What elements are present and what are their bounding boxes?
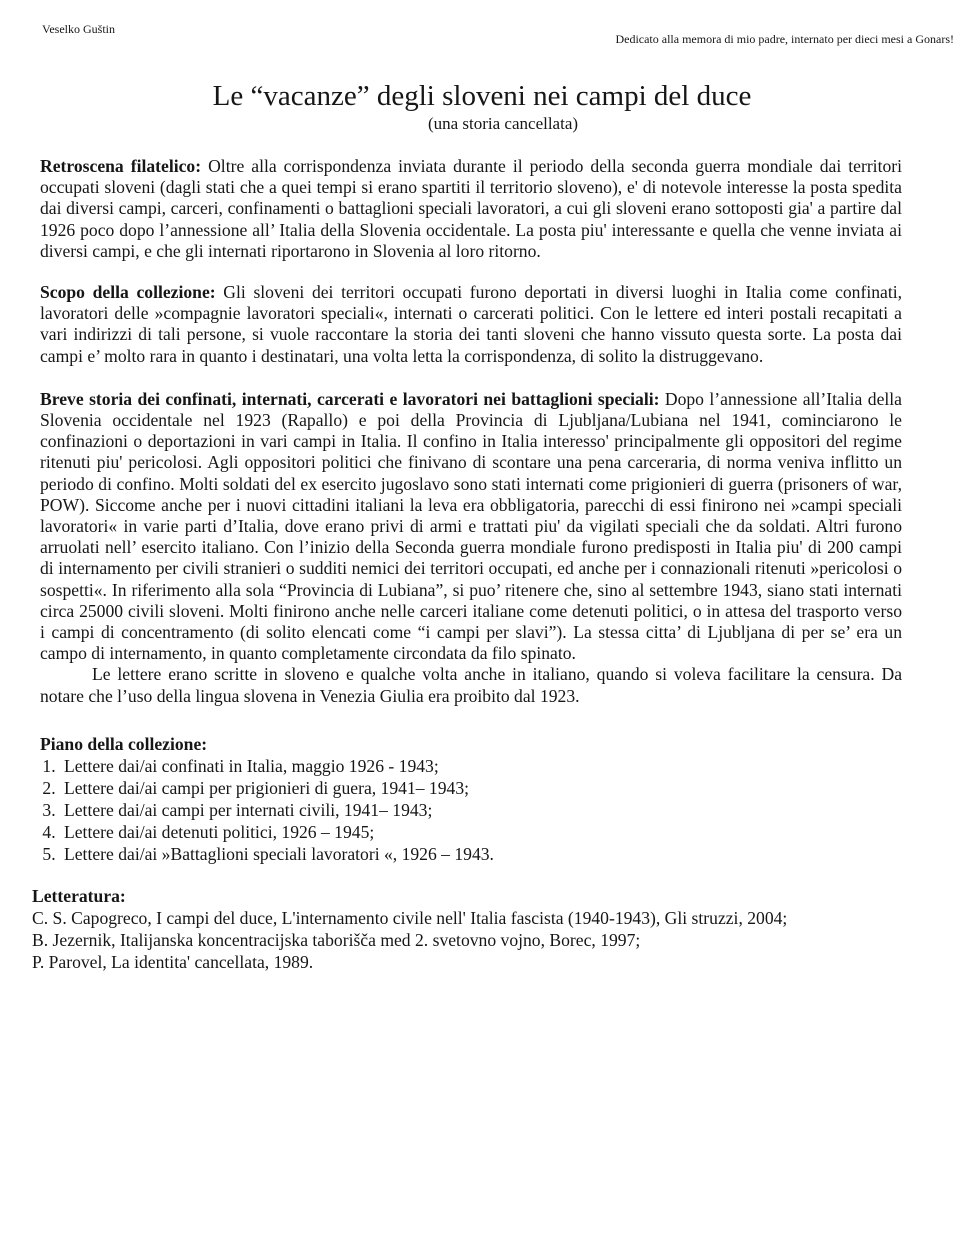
- dedication-note: Dedicato alla memora di mio padre, internato per dieci mesi a Gonars!: [615, 32, 954, 46]
- section-paragraph: [40, 389, 902, 665]
- section-retroscena: [40, 156, 902, 262]
- list-item: 5. Lettere dai/ai »Battaglioni speciali lavoratori «, 1926 – 1943.: [60, 843, 902, 865]
- list-item: 3. Lettere dai/ai campi per internati civili, 1941– 1943;: [60, 799, 902, 821]
- list-item: 4. Lettere dai/ai detenuti politici, 1926 – 1945;: [60, 821, 902, 843]
- page-header: [40, 0, 954, 46]
- section-scopo: [40, 282, 902, 367]
- document-title: Le “vacanze” degli sloveni nei campi del duce: [212, 80, 752, 112]
- section-text: Gli sloveni dei territori occupati furono deportati in diversi luoghi in Italia come confinati, lavoratori delle »compagnie lavoratori speciali«, internati o carcerati politici. Con le lettere ed interi postali recapitati a vari indirizzi di tali persone, si vuole raccontare la storia dei tanti sloveni che hanno vissuto questa sorte. La posta dai campi e’ molto rara in quanto i destinatari, una volta letta la corrispondenza, di solito la distruggevano.: [40, 282, 902, 366]
- literature-heading: Letteratura:: [32, 885, 126, 906]
- literature-section: [32, 885, 902, 973]
- section-text: Oltre alla corrispondenza inviata durante il periodo della seconda guerra mondiale dai territori occupati sloveni (dagli stati che a quei tempi si erano spartiti il territorio sloveno), e' di notevole interesse la posta spedita dai diversi campi, carceri, confinamenti o battaglioni speciali lavoratori, a cui gli sloveni erano sottoposti gia' a partire dal 1926 poco dopo l’annessione all’ Italia della Slovenia occidentale. La posta piu' interessante e quella che venne inviata ai diversi campi, e che gli internati riportarono in Slovenia al loro ritorno.: [40, 156, 903, 261]
- literature-ref: C. S. Capogreco, I campi del duce, L'internamento civile nell' Italia fascista (1940-1943), Gli struzzi, 2004;: [32, 907, 788, 928]
- section-paragraph-2: Le lettere erano scritte in sloveno e qualche volta anche in italiano, quando si voleva facilitare la censura. Da notare che l’uso della lingua slovena in Venezia Giulia era proibito dal 1923.: [40, 664, 902, 706]
- collection-plan: [40, 733, 902, 865]
- author-name: Veselko Guštin: [42, 22, 115, 36]
- literature-ref: P. Parovel, La identita' cancellata, 1989.: [32, 951, 314, 972]
- plan-list: [40, 755, 902, 865]
- literature-ref: B. Jezernik, Italijanska koncentracijska taborišča med 2. svetovno vojno, Borec, 1997;: [32, 929, 641, 950]
- section-text: Dopo l’annessione all’Italia della Slovenia occidentale nel 1923 (Rapallo) e poi della Provincia di Ljubljana/Lubiana nel 1941, cominciarono le confinazioni o deportazioni in vari campi in Italia. Il confino in Italia interesso' principalmente gli oppositori del regime ritenuti piu' pericolosi. Agli oppositori politici che finivano di scontare una pena carceraria, di norma veniva inflitto un periodo di confino. Molti soldati del ex esercito jugoslavo sono stati internati come prigionieri di guerra (prisoners of war, POW). Siccome anche per i nuovi cittadini italiani la leva era obbligatoria, parecchi di essi finirono nei »campi speciali lavoratori« in varie parti d’Italia, dove erano privi di armi e trattati piu' da vigilati speciali che da soldati. Altri furono arruolati nell’ esercito italiano. Con l’inizio della Seconda guerra mondiale furono predisposti in Italia piu' di 200 campi di internamento per civili stranieri o sudditi nemici dei territori occupati, ed anche per i connazionali ritenuti »pericolosi o sospetti«. In riferimento alla sola “Provincia di Lubiana”, si puo’ ritenere che, sino al settembre 1943, siano stati internati circa 25000 civili sloveni. Molti finirono anche nelle carceri italiane come detenuti politici, o in attesa del trasporto verso i campi di concentramento (di solito elencati come “i campi per slavi”). La stessa citta’ di Ljubljana di per se’ era un campo di internamento, in quanto completamente circondata da filo spinato.: [40, 388, 902, 664]
- section-heading: Breve storia dei confinati, internati, carcerati e lavoratori nei battaglioni speciali:: [40, 388, 660, 409]
- document-subtitle: (una storia cancellata): [427, 114, 579, 133]
- section-breve-storia: [40, 389, 902, 707]
- section-heading: Retroscena filatelico:: [40, 156, 202, 176]
- section-heading: Scopo della collezione:: [40, 282, 216, 303]
- plan-heading: Piano della collezione:: [40, 733, 208, 754]
- list-item: 2. Lettere dai/ai campi per prigionieri di guera, 1941– 1943;: [60, 777, 902, 799]
- list-item: 1. Lettere dai/ai confinati in Italia, maggio 1926 - 1943;: [60, 755, 902, 777]
